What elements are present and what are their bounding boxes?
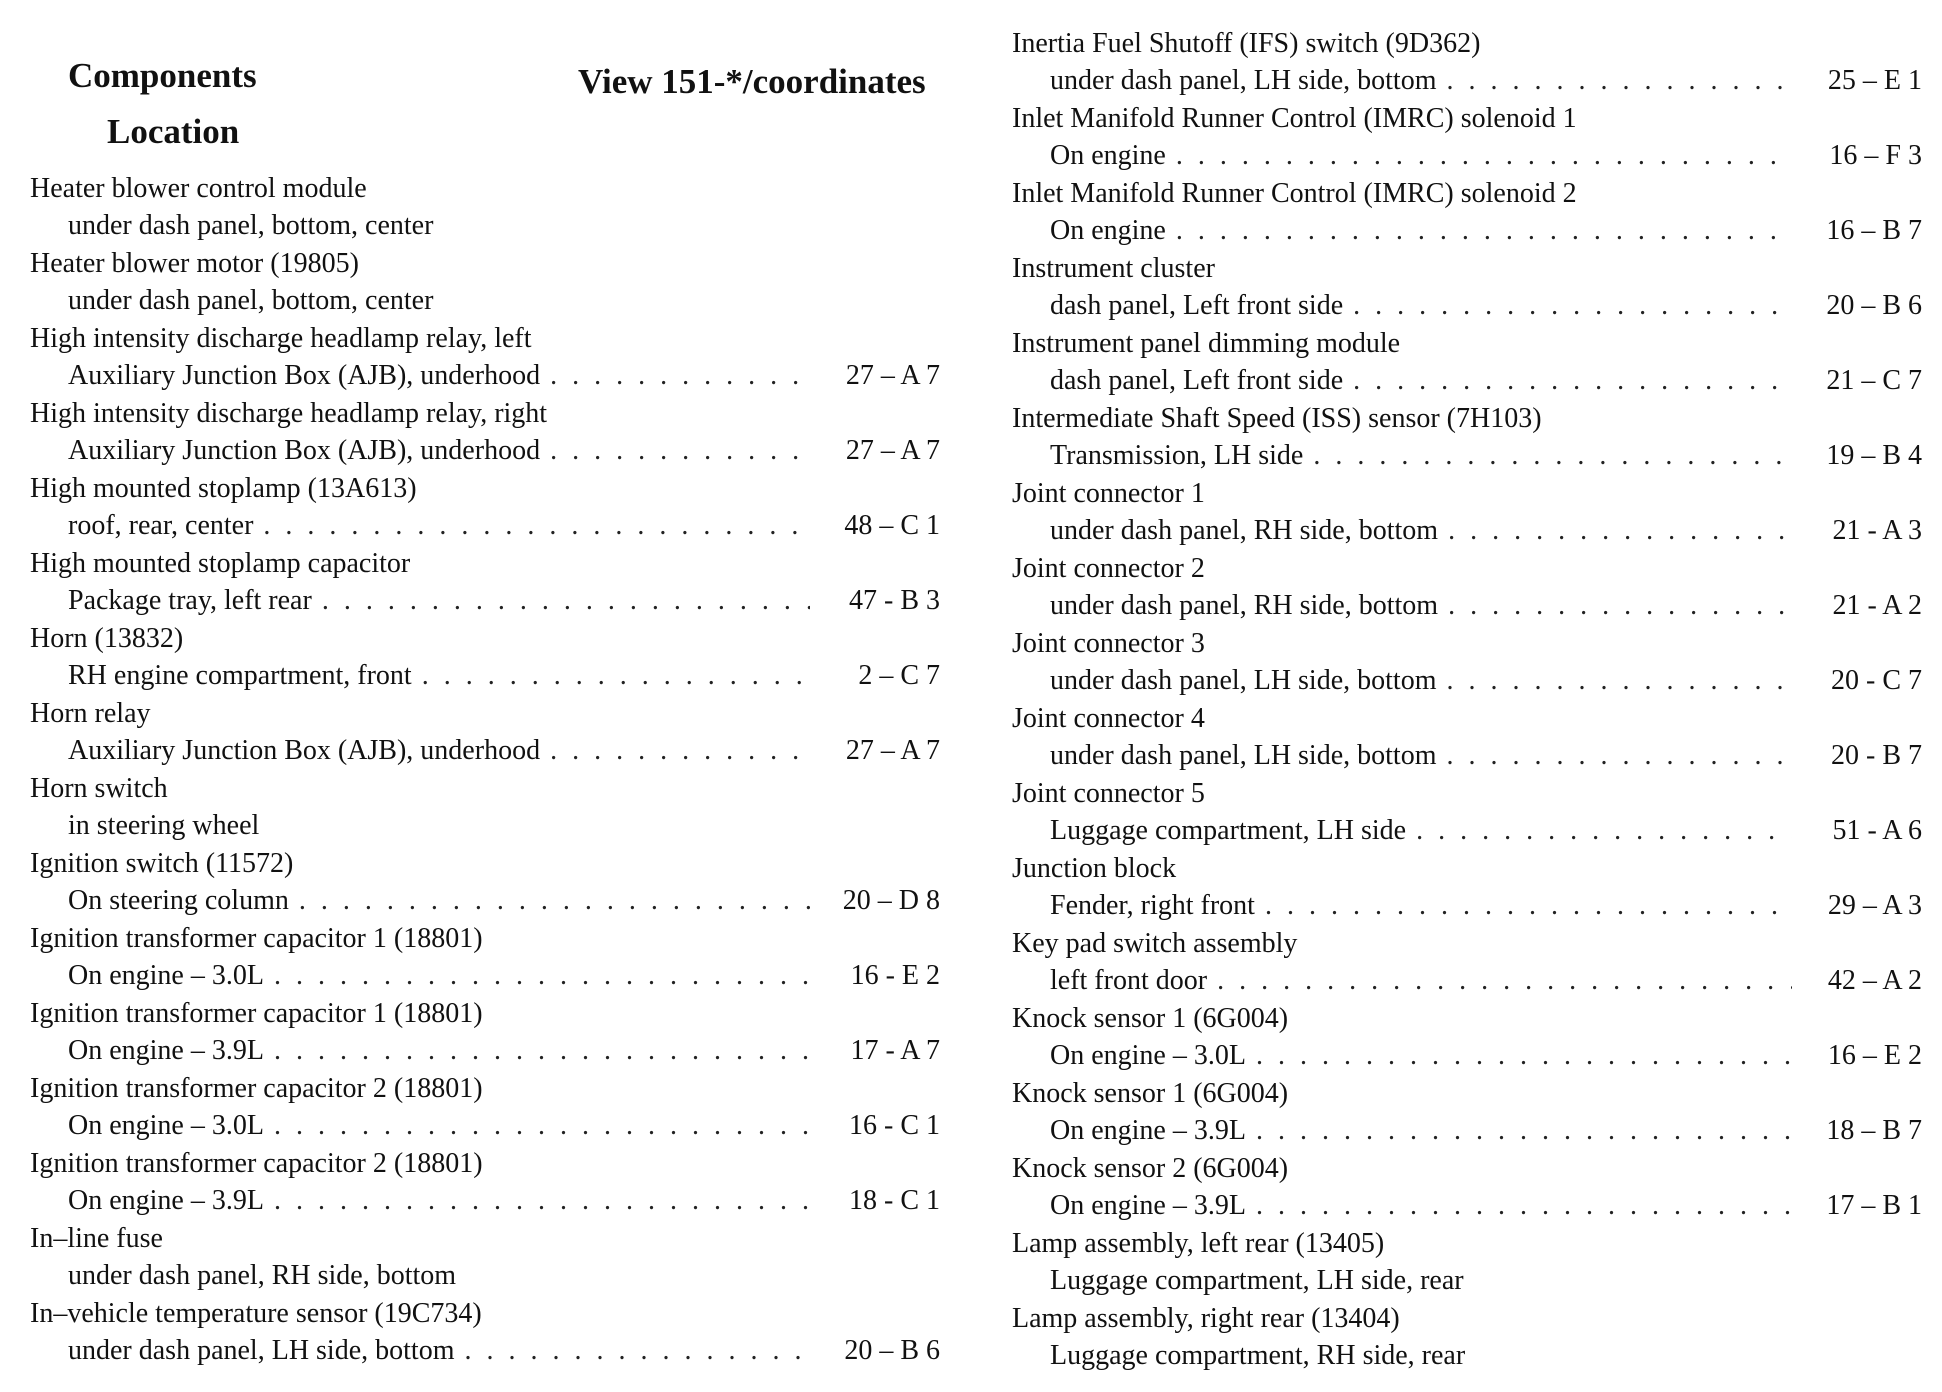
dot-leader <box>1176 215 1792 247</box>
component-location: On engine <box>1050 140 1166 172</box>
coordinate-reference: 27 – A 7 <box>845 435 940 467</box>
component-location: dash panel, Left front side <box>1050 290 1344 322</box>
component-name: Ignition switch (11572) <box>30 848 294 879</box>
dot-leader <box>550 735 810 767</box>
component-location: On engine – 3.0L <box>1050 1040 1246 1072</box>
component-entry <box>1012 100 1922 175</box>
component-name: Instrument panel dimming module <box>1012 328 1401 359</box>
component-entry <box>30 170 940 245</box>
component-name: Heater blower motor (19805) <box>30 248 359 279</box>
component-name: High mounted stoplamp capacitor <box>30 548 411 579</box>
component-name: Horn relay <box>30 698 151 729</box>
dot-leader <box>1256 1190 1792 1222</box>
component-name: Inlet Manifold Runner Control (IMRC) solenoid 2 <box>1012 178 1577 209</box>
coordinate-reference: 21 - A 3 <box>1832 515 1922 547</box>
component-location: On engine <box>1050 215 1166 247</box>
component-entry <box>1012 850 1922 925</box>
component-name: Horn (13832) <box>30 623 184 654</box>
coordinate-reference: 42 – A 2 <box>1827 965 1922 997</box>
component-location: Package tray, left rear <box>68 585 312 617</box>
component-name: Lamp assembly, right rear (13404) <box>1012 1303 1400 1334</box>
component-location: Luggage compartment, LH side <box>1050 815 1407 847</box>
coordinate-reference: 16 – F 3 <box>1829 140 1922 172</box>
component-location-row <box>1012 438 1922 476</box>
component-location: On engine – 3.0L <box>68 960 264 992</box>
component-name: Inertia Fuel Shutoff (IFS) switch (9D362) <box>1012 28 1481 59</box>
component-location: Auxiliary Junction Box (AJB), underhood <box>68 735 541 767</box>
component-entry <box>30 320 940 395</box>
component-location: dash panel, Left front side <box>1050 365 1344 397</box>
component-name: Joint connector 2 <box>1012 553 1205 584</box>
component-entry <box>1012 25 1922 100</box>
coordinate-reference: 16 - E 2 <box>850 960 940 992</box>
coordinate-reference: 17 – B 1 <box>1826 1190 1922 1222</box>
dot-leader <box>1446 665 1792 697</box>
component-location-row <box>1012 588 1922 626</box>
dot-leader <box>1448 590 1792 622</box>
component-entry <box>1012 175 1922 250</box>
component-entry <box>30 770 940 845</box>
component-location: Luggage compartment, LH side, rear <box>1050 1265 1464 1297</box>
component-location-row <box>1012 63 1922 101</box>
dot-leader <box>1256 1115 1792 1147</box>
coordinate-reference: 29 – A 3 <box>1827 890 1922 922</box>
component-location-row <box>1012 363 1922 401</box>
component-location-row <box>1012 1263 1922 1301</box>
component-location: Transmission, LH side <box>1050 440 1304 472</box>
component-name: Knock sensor 1 (6G004) <box>1012 1003 1289 1034</box>
component-name: Knock sensor 1 (6G004) <box>1012 1078 1289 1109</box>
component-name: Ignition transformer capacitor 1 (18801) <box>30 998 483 1029</box>
component-location-row <box>1012 1038 1922 1076</box>
dot-leader <box>1448 515 1792 547</box>
component-location-row <box>1012 963 1922 1001</box>
coordinate-reference: 48 – C 1 <box>844 510 940 542</box>
coordinate-reference: 20 – B 6 <box>1826 290 1922 322</box>
component-location-row <box>30 1108 940 1146</box>
component-entry <box>1012 1150 1922 1225</box>
dot-leader <box>464 1335 810 1367</box>
component-name: Joint connector 1 <box>1012 478 1205 509</box>
component-location-row <box>30 208 940 246</box>
component-location-row <box>30 433 940 471</box>
component-location-row <box>1012 1113 1922 1151</box>
component-location-row <box>30 1333 940 1371</box>
component-location-row <box>30 583 940 621</box>
dot-leader <box>1416 815 1792 847</box>
component-location: under dash panel, bottom, center <box>68 210 434 242</box>
components-heading: Components <box>68 56 257 95</box>
dot-leader <box>1313 440 1792 472</box>
dot-leader <box>1217 965 1792 997</box>
component-entry <box>30 920 940 995</box>
component-location-row <box>1012 513 1922 551</box>
component-name: Knock sensor 2 (6G004) <box>1012 1153 1289 1184</box>
coordinate-reference: 18 - C 1 <box>849 1185 940 1217</box>
component-name: Ignition transformer capacitor 2 (18801) <box>30 1148 483 1179</box>
component-location: On engine – 3.9L <box>1050 1190 1246 1222</box>
dot-leader <box>299 885 810 917</box>
coordinate-reference: 27 – A 7 <box>845 360 940 392</box>
component-location-row <box>30 958 940 996</box>
dot-leader <box>263 510 810 542</box>
coordinate-reference: 20 - B 7 <box>1831 740 1922 772</box>
component-location: Luggage compartment, RH side, rear <box>1050 1340 1466 1372</box>
component-location-row <box>1012 213 1922 251</box>
component-name: Heater blower control module <box>30 173 367 204</box>
component-location-row <box>1012 1188 1922 1226</box>
component-entry <box>30 545 940 620</box>
coordinate-reference: 25 – E 1 <box>1827 65 1922 97</box>
component-entry <box>1012 775 1922 850</box>
coordinate-reference: 16 – B 7 <box>1826 215 1922 247</box>
view-coordinates-heading: View 151-*/coordinates <box>578 62 926 101</box>
component-name: Inlet Manifold Runner Control (IMRC) solenoid 1 <box>1012 103 1577 134</box>
dot-leader <box>274 1185 810 1217</box>
component-entry <box>30 620 940 695</box>
dot-leader <box>274 1035 810 1067</box>
component-location-row <box>1012 1338 1922 1376</box>
component-location-row <box>30 358 940 396</box>
component-location: RH engine compartment, front <box>68 660 412 692</box>
component-entry <box>1012 550 1922 625</box>
component-location: On engine – 3.9L <box>68 1185 264 1217</box>
component-list-right <box>1012 25 1922 1375</box>
dot-leader <box>322 585 810 617</box>
component-location-row <box>30 508 940 546</box>
component-location: under dash panel, LH side, bottom <box>1050 740 1437 772</box>
coordinate-reference: 19 – B 4 <box>1826 440 1922 472</box>
coordinate-reference: 17 - A 7 <box>850 1035 940 1067</box>
component-location: under dash panel, bottom, center <box>68 285 434 317</box>
component-location: under dash panel, RH side, bottom <box>1050 590 1439 622</box>
location-heading: Location <box>107 112 240 151</box>
component-name: Joint connector 4 <box>1012 703 1205 734</box>
component-location: in steering wheel <box>68 810 260 842</box>
component-location-row <box>1012 813 1922 851</box>
component-entry <box>1012 325 1922 400</box>
component-location: left front door <box>1050 965 1208 997</box>
component-name: Ignition transformer capacitor 2 (18801) <box>30 1073 483 1104</box>
component-name: Joint connector 3 <box>1012 628 1205 659</box>
component-location-row <box>30 1183 940 1221</box>
component-location-row <box>1012 738 1922 776</box>
component-location-row <box>30 883 940 921</box>
component-entry <box>30 1295 940 1370</box>
component-name: High mounted stoplamp (13A613) <box>30 473 417 504</box>
dot-leader <box>1353 365 1792 397</box>
component-entry <box>30 1220 940 1295</box>
component-name: High intensity discharge headlamp relay, left <box>30 323 532 354</box>
component-entry <box>1012 925 1922 1000</box>
dot-leader <box>1265 890 1792 922</box>
component-entry <box>1012 1075 1922 1150</box>
component-location-row <box>1012 888 1922 926</box>
component-location-row <box>30 808 940 846</box>
component-location: On steering column <box>68 885 289 917</box>
component-location-row <box>30 658 940 696</box>
component-name: Junction block <box>1012 853 1177 884</box>
component-location-row <box>30 733 940 771</box>
component-location-row <box>1012 288 1922 326</box>
component-location: under dash panel, LH side, bottom <box>1050 65 1437 97</box>
component-location: On engine – 3.9L <box>1050 1115 1246 1147</box>
component-name: Lamp assembly, left rear (13405) <box>1012 1228 1385 1259</box>
coordinate-reference: 16 – E 2 <box>1827 1040 1922 1072</box>
component-entry <box>30 1070 940 1145</box>
component-name: High intensity discharge headlamp relay, right <box>30 398 548 429</box>
component-entry <box>30 470 940 545</box>
dot-leader <box>1353 290 1792 322</box>
component-location: under dash panel, RH side, bottom <box>1050 515 1439 547</box>
component-location-row <box>1012 663 1922 701</box>
component-location: On engine – 3.0L <box>68 1110 264 1142</box>
component-entry <box>30 245 940 320</box>
component-name: In–vehicle temperature sensor (19C734) <box>30 1298 482 1329</box>
coordinate-reference: 27 – A 7 <box>845 735 940 767</box>
dot-leader <box>550 360 810 392</box>
dot-leader <box>1446 65 1792 97</box>
component-location: under dash panel, RH side, bottom <box>68 1260 457 1292</box>
coordinate-reference: 16 - C 1 <box>849 1110 940 1142</box>
component-list-left <box>30 170 940 1370</box>
component-name: Horn switch <box>30 773 168 804</box>
coordinate-reference: 51 - A 6 <box>1832 815 1922 847</box>
component-location: Fender, right front <box>1050 890 1255 922</box>
component-entry <box>1012 475 1922 550</box>
dot-leader <box>274 960 810 992</box>
component-location-row <box>30 1258 940 1296</box>
component-entry <box>1012 1300 1922 1375</box>
dot-leader <box>1446 740 1792 772</box>
component-name: Joint connector 5 <box>1012 778 1205 809</box>
dot-leader <box>422 660 810 692</box>
coordinate-reference: 2 – C 7 <box>858 660 940 692</box>
component-entry <box>1012 700 1922 775</box>
component-entry <box>1012 1000 1922 1075</box>
component-name: Intermediate Shaft Speed (ISS) sensor (7H103) <box>1012 403 1542 434</box>
component-name: Ignition transformer capacitor 1 (18801) <box>30 923 483 954</box>
dot-leader <box>1256 1040 1792 1072</box>
component-entry <box>30 845 940 920</box>
component-location: Auxiliary Junction Box (AJB), underhood <box>68 435 541 467</box>
component-entry <box>1012 250 1922 325</box>
component-location: Auxiliary Junction Box (AJB), underhood <box>68 360 541 392</box>
component-location: On engine – 3.9L <box>68 1035 264 1067</box>
coordinate-reference: 18 – B 7 <box>1826 1115 1922 1147</box>
component-name: Key pad switch assembly <box>1012 928 1298 959</box>
coordinate-reference: 21 – C 7 <box>1826 365 1922 397</box>
component-location: roof, rear, center <box>68 510 254 542</box>
coordinate-reference: 20 – B 6 <box>844 1335 940 1367</box>
dot-leader <box>1176 140 1792 172</box>
component-entry <box>30 995 940 1070</box>
component-location: under dash panel, LH side, bottom <box>1050 665 1437 697</box>
component-entry <box>1012 400 1922 475</box>
coordinate-reference: 20 – D 8 <box>842 885 940 917</box>
component-entry <box>1012 625 1922 700</box>
component-entry <box>30 1145 940 1220</box>
dot-leader <box>550 435 810 467</box>
component-entry <box>30 395 940 470</box>
component-entry <box>30 695 940 770</box>
component-entry <box>1012 1225 1922 1300</box>
component-name: In–line fuse <box>30 1223 163 1254</box>
coordinate-reference: 21 - A 2 <box>1832 590 1922 622</box>
component-location-row <box>30 283 940 321</box>
coordinate-reference: 47 - B 3 <box>849 585 940 617</box>
component-name: Instrument cluster <box>1012 253 1215 284</box>
component-location-row <box>1012 138 1922 176</box>
coordinate-reference: 20 - C 7 <box>1831 665 1922 697</box>
component-location: under dash panel, LH side, bottom <box>68 1335 455 1367</box>
dot-leader <box>274 1110 810 1142</box>
component-location-row <box>30 1033 940 1071</box>
